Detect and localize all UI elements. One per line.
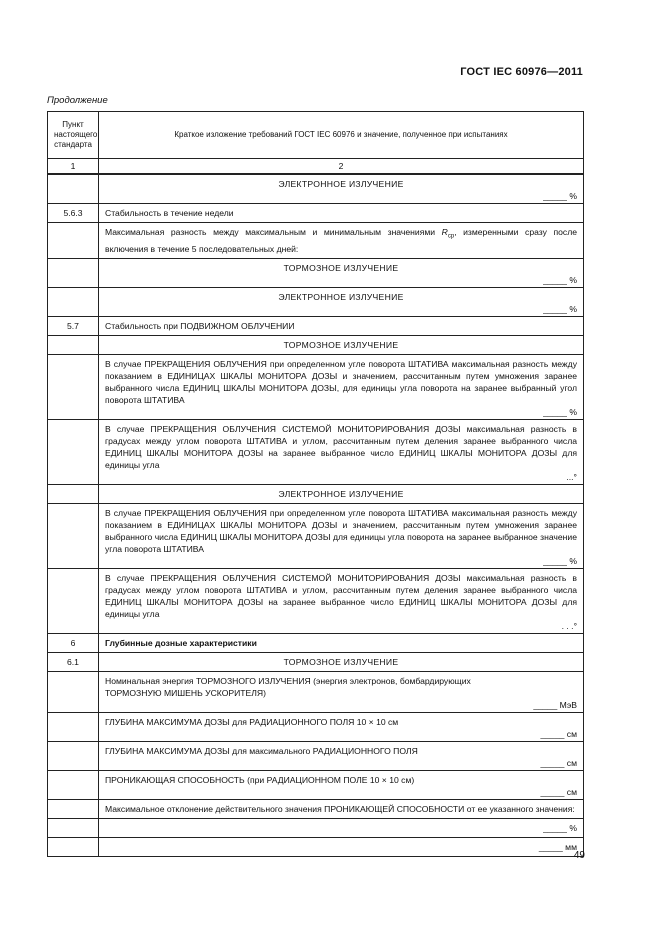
value-field: _____ % — [543, 191, 577, 201]
table-row — [48, 223, 584, 259]
row-text: ПРОНИКАЮЩАЯ СПОСОБНОСТЬ (при РАДИАЦИОННОМ ПОЛЕ 10 × 10 см) — [105, 774, 415, 785]
table-row — [48, 568, 584, 633]
value-field: _____ % — [543, 555, 577, 566]
table-row — [48, 652, 584, 671]
row-text: Максимальная разность между максимальным и минимальным значениями $R_{ср}$, измеренными сразу после включения в течение 5 последовательных дней: — [99, 223, 584, 259]
value-field: _____ см — [540, 757, 577, 768]
column-number-row — [48, 159, 584, 175]
table-row — [48, 354, 584, 419]
table-row — [48, 419, 584, 484]
section-heading: ЭЛЕКТРОННОЕ ИЗЛУЧЕНИЕ — [278, 179, 404, 189]
value-field: _____ МэВ — [533, 699, 577, 710]
table-row — [48, 174, 584, 204]
table-row — [48, 204, 584, 223]
column-number-1: 1 — [48, 159, 99, 175]
section-heading: ТОРМОЗНОЕ ИЗЛУЧЕНИЕ — [99, 335, 584, 354]
row-text: Стабильность при ПОДВИЖНОМ ОБЛУЧЕНИИ — [99, 316, 584, 335]
value-field: _____ см — [540, 786, 577, 797]
section-heading: ТОРМОЗНОЕ ИЗЛУЧЕНИЕ — [283, 262, 399, 273]
row-text: Глубинные дозные характеристики — [99, 633, 584, 652]
clause-number: 5.6.3 — [48, 204, 99, 223]
table-row — [48, 837, 584, 856]
value-field: _____ мм — [99, 837, 584, 856]
table-row — [48, 741, 584, 770]
row-text: В случае ПРЕКРАЩЕНИЯ ОБЛУЧЕНИЯ при определенном угле поворота ШТАТИВА максимальная разность между показанием в ЕДИНИЦАХ ШКАЛЫ МОНИТОРА ДОЗЫ и значением, рассчитанным путем умножения заранее выбранного числа ЕДИНИЦ ШКАЛЫ МОНИТОРА ДОЗЫ для единицы угла поворота на заранее выбранное значение угла поворота ШТАТИВА — [105, 507, 577, 554]
value-field: _____ % — [543, 274, 577, 285]
table-row — [48, 671, 584, 712]
section-heading: ТОРМОЗНОЕ ИЗЛУЧЕНИЕ — [99, 652, 584, 671]
table-row — [48, 818, 584, 837]
value-field: _____ % — [543, 303, 577, 314]
section-heading: ЭЛЕКТРОННОЕ ИЗЛУЧЕНИЕ — [99, 484, 584, 503]
row-text: Стабильность в течение недели — [99, 204, 584, 223]
clause-number: 5.7 — [48, 316, 99, 335]
table-row — [48, 316, 584, 335]
table-row — [48, 484, 584, 503]
value-field: _____ % — [99, 818, 584, 837]
table-row — [48, 287, 584, 316]
row-text: ГЛУБИНА МАКСИМУМА ДОЗЫ для РАДИАЦИОННОГО ПОЛЯ 10 × 10 см — [105, 716, 399, 727]
table-header-row — [48, 112, 584, 159]
table-row — [48, 335, 584, 354]
header-clause-cell: Пункт настоящего стандарта — [48, 112, 99, 159]
section-heading: ЭЛЕКТРОННОЕ ИЗЛУЧЕНИЕ — [278, 291, 404, 302]
table-row — [48, 770, 584, 799]
row-text: В случае ПРЕКРАЩЕНИЯ ОБЛУЧЕНИЯ СИСТЕМОЙ МОНИТОРИРОВАНИЯ ДОЗЫ максимальная разность в градусах между углом поворота ШТАТИВА и углом, рассчитанным путем деления заранее выбранного числа ЕДИНИЦ ШКАЛЫ МОНИТОРА ДОЗЫ на заранее выбранное число ЕДИНИЦ ШКАЛЫ МОНИТОРА ДОЗЫ для единицы угла — [105, 423, 577, 470]
value-field: _____ см — [540, 728, 577, 739]
table-row — [48, 712, 584, 741]
row-text: В случае ПРЕКРАЩЕНИЯ ОБЛУЧЕНИЯ СИСТЕМОЙ МОНИТОРИРОВАНИЯ ДОЗЫ максимальная разность в градусах между углом поворота ШТАТИВА и углом, рассчитанным путем деления заранее выбранного числа ЕДИНИЦ ШКАЛЫ МОНИТОРА ДОЗЫ на заранее выбранное число ЕДИНИЦ ШКАЛЫ МОНИТОРА ДОЗЫ для единицы угла — [105, 572, 577, 619]
standard-header: ГОСТ IEC 60976—2011 — [460, 66, 583, 78]
row-text: Номинальная энергия ТОРМОЗНОГО ИЗЛУЧЕНИЯ (энергия электронов, бомбардирующих ТОРМОЗНУЮ МИШЕНЬ УСКОРИТЕЛЯ) — [105, 675, 471, 698]
page-number: 49 — [573, 850, 585, 861]
continuation-label: Продолжение — [47, 95, 108, 106]
table-row — [48, 503, 584, 568]
requirements-table — [47, 111, 584, 857]
table-row — [48, 799, 584, 818]
row-text: Максимальное отклонение действительного значения ПРОНИКАЮЩЕЙ СПОСОБНОСТИ от ее указанного значения: — [99, 799, 584, 818]
table-row — [48, 258, 584, 287]
column-number-2: 2 — [99, 159, 584, 175]
value-field: . . .° — [561, 620, 577, 631]
row-text: В случае ПРЕКРАЩЕНИЯ ОБЛУЧЕНИЯ при определенном угле поворота ШТАТИВА максимальная разность между показанием в ЕДИНИЦАХ ШКАЛЫ МОНИТОРА ДОЗЫ и значением, рассчитанным путем умножения заранее выбранного числа ЕДИНИЦ ШКАЛЫ МОНИТОРА ДОЗЫ, для единицы угла поворота на заранее выбранный угол поворота ШТАТИВА — [105, 358, 577, 405]
table-row — [48, 633, 584, 652]
clause-number: 6 — [48, 633, 99, 652]
header-summary-cell: Краткое изложение требований ГОСТ IEC 60976 и значение, полученное при испытаниях — [99, 112, 584, 159]
clause-number: 6.1 — [48, 652, 99, 671]
value-field: _____ % — [543, 406, 577, 417]
value-field: ...° — [566, 471, 577, 482]
row-text: ГЛУБИНА МАКСИМУМА ДОЗЫ для максимального РАДИАЦИОННОГО ПОЛЯ — [105, 745, 418, 756]
